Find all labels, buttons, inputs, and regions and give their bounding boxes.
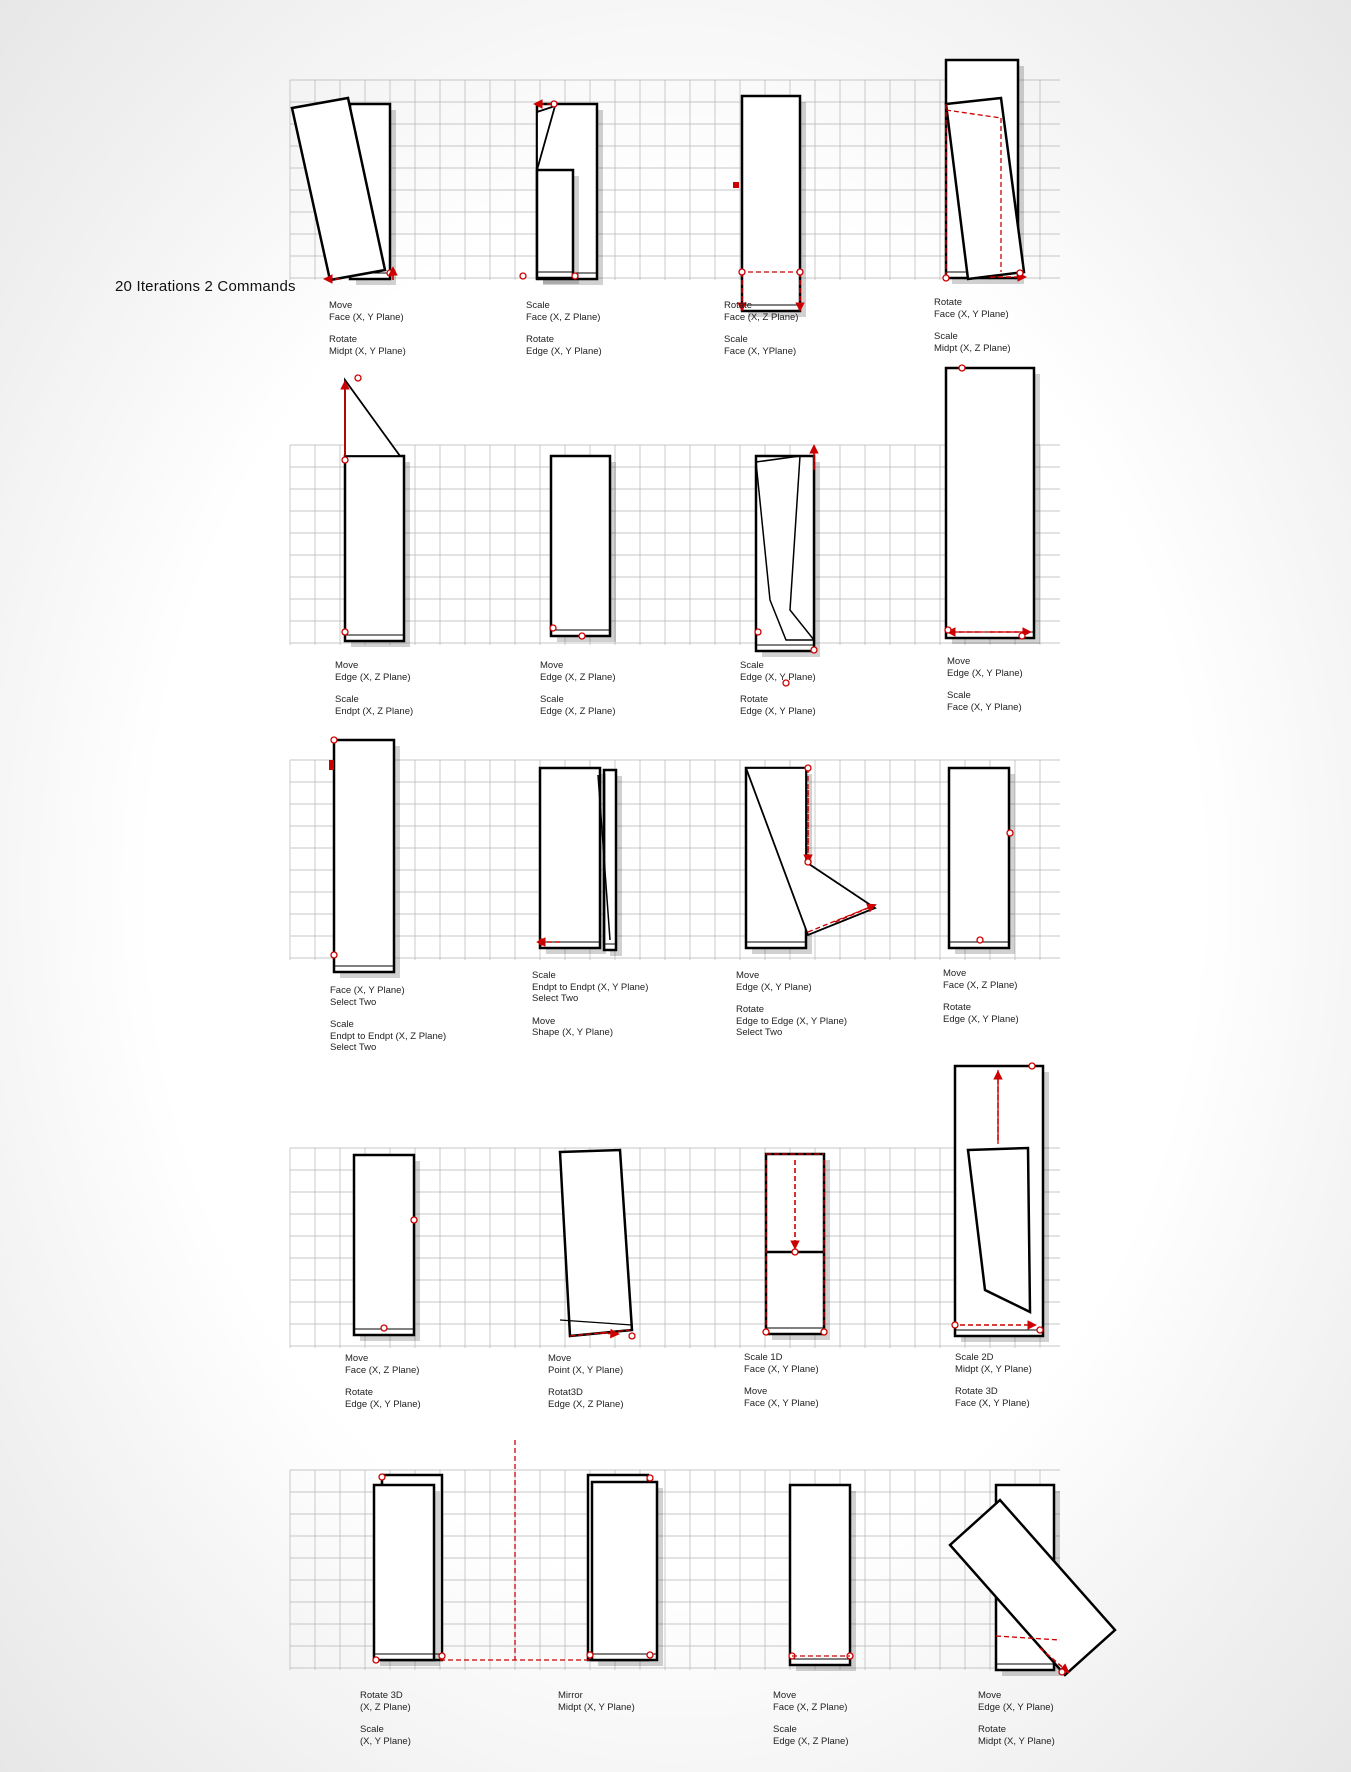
iteration-caption (558, 1690, 635, 1713)
command-text: Endpt (X, Z Plane) (335, 705, 414, 717)
command-text: Face (X, Z Plane) (345, 1364, 420, 1376)
command-text: Scale (934, 331, 958, 342)
iteration-9-shape (329, 737, 400, 978)
control-point (1017, 270, 1023, 276)
iteration-11-shape (746, 765, 875, 954)
control-point (763, 1329, 769, 1335)
command-text: Rotate (736, 1004, 764, 1015)
command-text: Face (X, YPlane) (724, 345, 797, 357)
command-text: Shape (X, Y Plane) (532, 1027, 613, 1038)
control-point (959, 365, 965, 371)
command-text: Move (335, 660, 359, 671)
command-text: Scale (360, 1724, 384, 1735)
command-text: Face (X, Y Plane) (947, 701, 1022, 713)
command-text: Rotate 3D (955, 1386, 998, 1397)
command-text: Select Two (736, 1027, 783, 1038)
diagram-title: 20 Iterations 2 Commands (115, 278, 296, 295)
marker (733, 182, 739, 188)
iteration-caption (744, 1352, 819, 1409)
command-text: (X, Y Plane) (360, 1735, 411, 1747)
iteration-caption (740, 660, 816, 717)
command-text: Edge (X, Z Plane) (548, 1398, 624, 1410)
command-text: Move (736, 970, 760, 981)
control-point (381, 1325, 387, 1331)
command-text: Face (X, Z Plane) (724, 311, 799, 323)
control-point (647, 1652, 653, 1658)
control-point (945, 627, 951, 633)
iteration-2-shape (520, 101, 603, 285)
block (354, 1155, 414, 1335)
iteration-caption (532, 970, 648, 1039)
iteration-caption (955, 1352, 1032, 1409)
command-text: Edge to Edge (X, Y Plane) (736, 1015, 848, 1027)
block (374, 1485, 434, 1660)
command-text: Midpt (X, Y Plane) (329, 345, 406, 357)
control-point (792, 1249, 798, 1255)
control-point (587, 1652, 593, 1658)
command-text: Edge (X, Y Plane) (345, 1398, 421, 1410)
command-text: Edge (X, Y Plane) (736, 981, 812, 993)
command-text: Scale (773, 1724, 797, 1735)
command-text: Edge (X, Y Plane) (740, 705, 816, 717)
iteration-caption (345, 1353, 421, 1410)
command-text: Scale (335, 694, 359, 705)
control-point (811, 647, 817, 653)
command-text: Edge (X, Y Plane) (526, 345, 602, 357)
iteration-4-shape (943, 60, 1025, 284)
control-point (331, 952, 337, 958)
marker (329, 760, 334, 770)
command-text: Rotate (934, 297, 962, 308)
control-point (805, 859, 811, 865)
command-text: Edge (X, Y Plane) (947, 667, 1023, 679)
command-text: Edge (X, Z Plane) (773, 1735, 849, 1747)
command-text: Face (X, Y Plane) (955, 1397, 1030, 1409)
control-point (572, 273, 578, 279)
iteration-caption (329, 300, 406, 357)
iteration-10-shape (538, 768, 622, 956)
iteration-7-shape (755, 446, 820, 686)
control-point (520, 273, 526, 279)
iteration-caption (934, 297, 1011, 354)
block (345, 456, 404, 641)
control-point (342, 629, 348, 635)
block (592, 1482, 657, 1660)
command-text: Move (744, 1386, 768, 1397)
command-text: Rotate (978, 1724, 1006, 1735)
command-text: Scale (740, 660, 764, 671)
block (742, 96, 800, 311)
iteration-caption (947, 656, 1023, 713)
iteration-13-shape (354, 1155, 420, 1341)
control-point (1059, 1669, 1065, 1675)
control-point (355, 375, 361, 381)
command-text: Select Two (330, 996, 377, 1008)
iteration-6-shape (550, 456, 616, 642)
command-text: Rotate (345, 1387, 373, 1398)
command-text: Move (540, 660, 564, 671)
control-point (805, 765, 811, 771)
command-text: Edge (X, Z Plane) (540, 705, 616, 717)
command-text: Face (X, Y Plane) (329, 311, 404, 323)
iteration-caption (330, 985, 446, 1054)
iteration-caption (526, 300, 602, 357)
command-text: Rotate (724, 300, 752, 311)
command-text: Midpt (X, Z Plane) (934, 342, 1011, 354)
command-text: Scale (947, 690, 971, 701)
control-point (952, 1322, 958, 1328)
iteration-caption (335, 660, 413, 717)
command-text: Midpt (X, Y Plane) (558, 1701, 635, 1713)
command-text: Rotate (740, 694, 768, 705)
iteration-14-shape (560, 1150, 635, 1339)
command-text: Select Two (532, 993, 579, 1004)
iteration-5-shape (342, 375, 410, 647)
control-point (439, 1653, 445, 1659)
block (551, 456, 610, 636)
command-text: Midpt (X, Y Plane) (955, 1363, 1032, 1375)
iteration-18-shape (440, 1440, 663, 1666)
command-text: Scale (330, 1019, 354, 1030)
control-point (579, 633, 585, 639)
command-text: Face (X, Y Plane) (330, 985, 405, 996)
command-text: Move (773, 1690, 797, 1701)
command-text: Midpt (X, Y Plane) (978, 1735, 1055, 1747)
command-text: Point (X, Y Plane) (548, 1364, 624, 1376)
control-point (821, 1329, 827, 1335)
command-text: Move (943, 968, 967, 979)
command-text: Face (X, Y Plane) (934, 308, 1009, 320)
iteration-15-shape (763, 1154, 830, 1340)
control-point (647, 1475, 653, 1481)
control-point (379, 1474, 385, 1480)
control-point (411, 1217, 417, 1223)
iteration-3-shape (733, 96, 806, 317)
iteration-19-shape (789, 1485, 856, 1671)
control-point (1007, 830, 1013, 836)
command-text: Endpt to Endpt (X, Z Plane) (330, 1030, 447, 1042)
command-text: Endpt to Endpt (X, Y Plane) (532, 981, 649, 993)
command-text: Face (X, Y Plane) (744, 1363, 819, 1375)
iteration-17-shape (373, 1474, 445, 1666)
control-point (977, 937, 983, 943)
iteration-caption (360, 1690, 411, 1747)
command-text: Edge (X, Y Plane) (943, 1013, 1019, 1025)
command-text: Scale 2D (955, 1352, 994, 1363)
command-text: Face (X, Z Plane) (773, 1701, 848, 1713)
command-text: Scale (724, 334, 748, 345)
block (946, 368, 1034, 638)
block-front (537, 170, 573, 278)
command-text: Rotate (329, 334, 357, 345)
command-text: Move (345, 1353, 369, 1364)
control-point (797, 269, 803, 275)
block (334, 740, 394, 972)
command-text: Move (978, 1690, 1002, 1701)
control-point (1019, 633, 1025, 639)
command-text: Edge (X, Y Plane) (978, 1701, 1054, 1713)
command-text: Move (947, 656, 971, 667)
command-text: Rotate 3D (360, 1690, 403, 1701)
command-text: Scale (540, 694, 564, 705)
control-point (387, 270, 393, 276)
iteration-caption (943, 968, 1019, 1025)
control-point (550, 625, 556, 631)
iteration-caption (736, 970, 847, 1039)
command-text: Face (X, Z Plane) (526, 311, 601, 323)
iteration-caption (773, 1690, 849, 1747)
command-text: Face (X, Y Plane) (744, 1397, 819, 1409)
command-text: Rotate (526, 334, 554, 345)
block (540, 768, 600, 948)
scaled-wedge (345, 380, 400, 456)
command-text: Edge (X, Z Plane) (335, 671, 411, 683)
command-text: Edge (X, Z Plane) (540, 671, 616, 683)
control-point (373, 1657, 379, 1663)
rotated-block (560, 1150, 632, 1336)
control-point (1029, 1063, 1035, 1069)
grid-row-1 (290, 80, 1060, 280)
iteration-caption (724, 300, 798, 357)
block (949, 768, 1009, 948)
iteration-caption (548, 1353, 624, 1410)
command-text: Move (532, 1015, 556, 1027)
command-text: Rotat3D (548, 1387, 583, 1398)
control-point (943, 275, 949, 281)
iteration-caption (540, 660, 616, 717)
command-text: Select Two (330, 1042, 377, 1053)
iteration-caption (978, 1690, 1055, 1747)
command-text: Move (329, 300, 353, 311)
command-text: Rotate (943, 1002, 971, 1013)
command-text: Scale (526, 300, 550, 311)
command-text: Move (548, 1353, 572, 1364)
block (790, 1485, 850, 1665)
command-text: Scale 1D (744, 1352, 783, 1363)
command-text: (X, Z Plane) (360, 1701, 411, 1713)
command-text: Face (X, Z Plane) (943, 979, 1018, 991)
command-text: Mirror (558, 1690, 583, 1701)
iteration-1-shape (292, 98, 396, 285)
iteration-16-shape (952, 1063, 1049, 1342)
control-point (739, 269, 745, 275)
grid-row-3 (290, 760, 1060, 960)
iteration-12-shape (949, 768, 1015, 954)
control-point (342, 457, 348, 463)
control-point (331, 737, 337, 743)
iteration-8-shape (945, 365, 1040, 644)
control-point (629, 1333, 635, 1339)
command-text: Edge (X, Y Plane) (740, 671, 816, 683)
command-text: Scale (532, 970, 556, 981)
control-point (755, 629, 761, 635)
control-point (1037, 1327, 1043, 1333)
